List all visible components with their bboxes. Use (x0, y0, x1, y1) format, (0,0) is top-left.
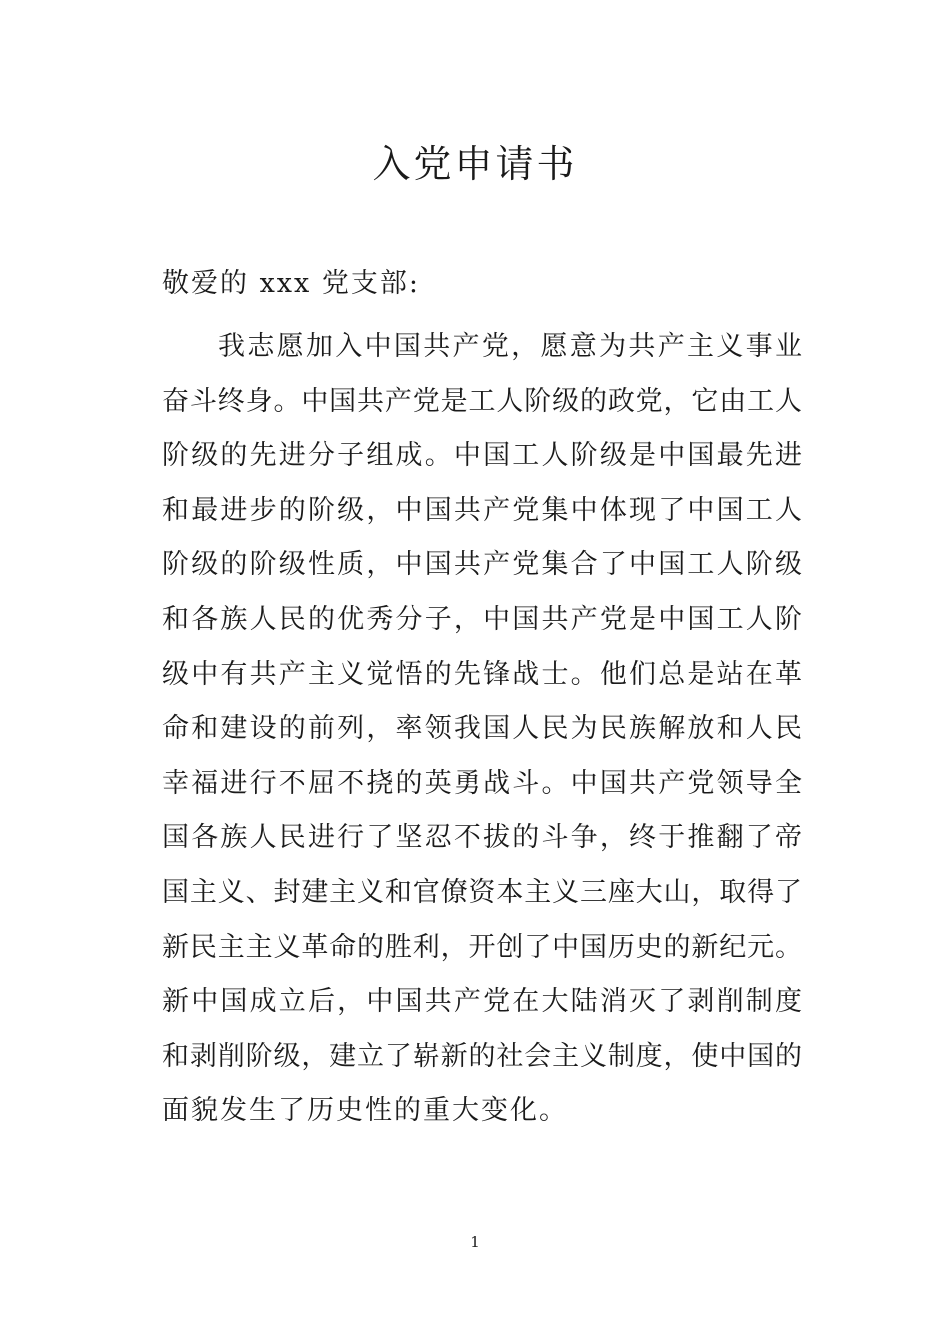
document-title: 入党申请书 (372, 142, 578, 186)
body-line: 我志愿加入中国共产党，愿意为共产主义事业 (218, 331, 802, 362)
salutation: 敬爱的 xxx 党支部: (162, 268, 420, 299)
body-paragraph (162, 320, 802, 1139)
body-line: 和最进步的阶级，中国共产党集中体现了中国工人 (162, 494, 802, 526)
body-line: 奋斗终身。中国共产党是工人阶级的政党，它由工人 (162, 385, 802, 417)
body-line: 阶级的先进分子组成。中国工人阶级是中国最先进 (162, 440, 802, 472)
body-line: 面貌发生了历史性的重大变化。 (162, 1095, 568, 1127)
body-line: 和剥削阶级，建立了崭新的社会主义制度，使中国的 (162, 1040, 802, 1072)
body-line: 新民主主义革命的胜利，开创了中国历史的新纪元。 (162, 931, 802, 963)
body-line: 命和建设的前列，率领我国人民为民族解放和人民 (162, 713, 802, 745)
body-line: 级中有共产主义觉悟的先锋战士。他们总是站在革 (162, 658, 802, 690)
body-line: 和各族人民的优秀分子，中国共产党是中国工人阶 (162, 603, 802, 635)
body-line: 阶级的阶级性质，中国共产党集合了中国工人阶级 (162, 549, 802, 581)
body-line: 国主义、封建主义和官僚资本主义三座大山，取得了 (162, 876, 802, 908)
body-line: 幸福进行不屈不挠的英勇战斗。中国共产党领导全 (162, 767, 802, 799)
page-number: 1 (470, 1233, 480, 1251)
body-line: 新中国成立后，中国共产党在大陆消灭了剥削制度 (162, 986, 802, 1018)
body-line: 国各族人民进行了坚忍不拔的斗争，终于推翻了帝 (162, 822, 802, 854)
